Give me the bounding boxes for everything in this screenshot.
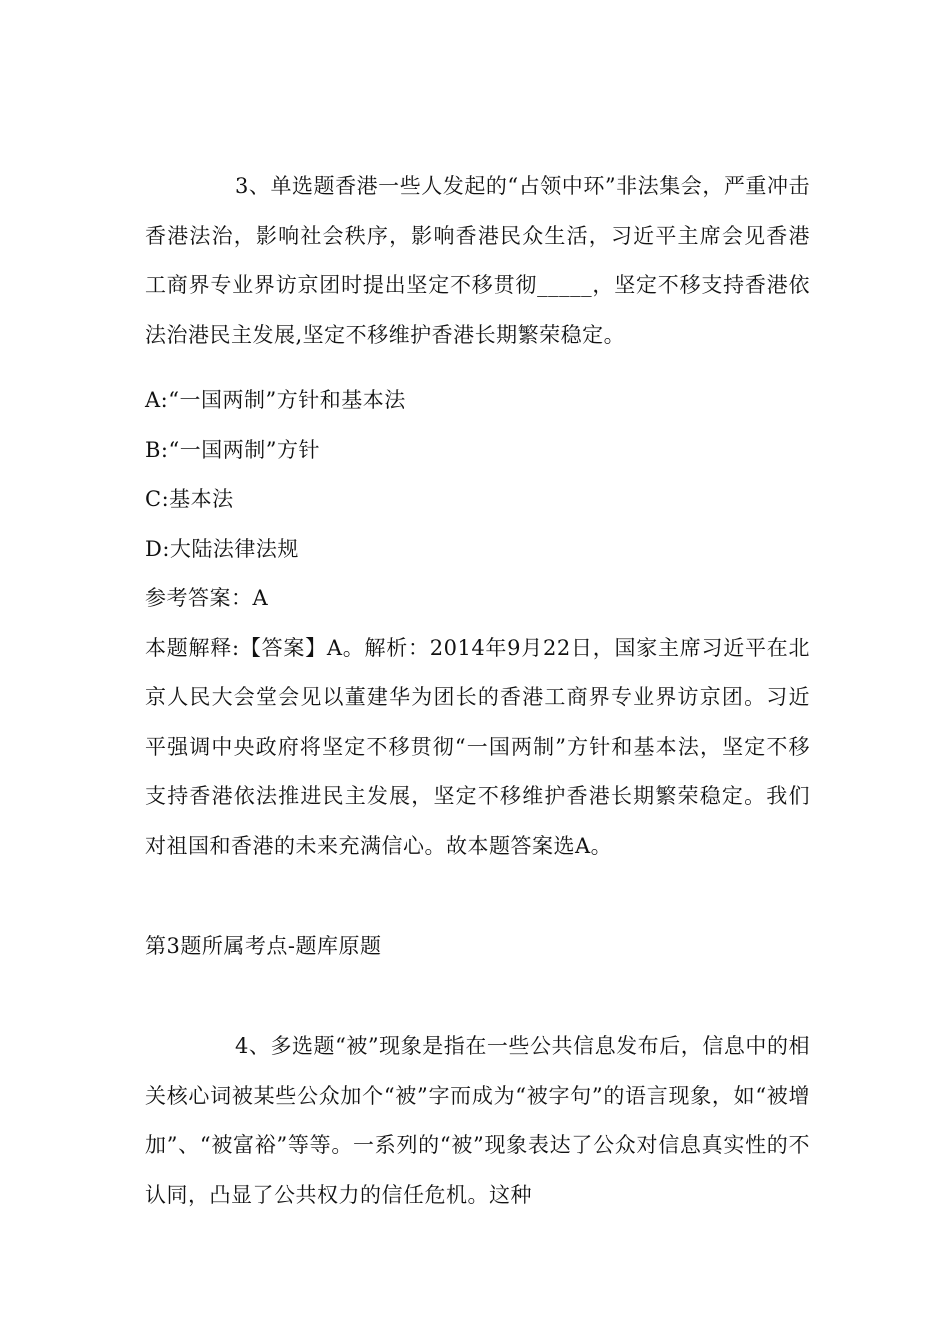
- reference-answer: 参考答案：A: [145, 586, 269, 610]
- question-4-text: 4、多选题“被”现象是指在一些公共信息发布后，信息中的相关核心词被某些公众加个“被”字而成为“被字句”的语言现象，如“被增加”、“被富裕”等等。一系列的“被”现象表达了公众对信息真实性的不认同，凸显了公共权力的信任危机。这种: [145, 1034, 810, 1207]
- option-d: D:大陆法律法规: [145, 536, 299, 561]
- question-3-stem: [145, 162, 810, 360]
- explanation: 本题解释:【答案】A。解析：2014年9月22日，国家主席习近平在北京人民大会堂会见以董建华为团长的香港工商界专业界访京团。习近平强调中央政府将坚定不移贯彻“一国两制”方针和基本法，坚定不移支持香港依法推进民主发展，坚定不移维护香港长期繁荣稳定。我们对祖国和香港的未来充满信心。故本题答案选A。: [145, 635, 810, 858]
- question-3-options: [145, 376, 810, 871]
- option-a: A:“一国两制”方针和基本法: [145, 388, 406, 412]
- option-c: C:基本法: [145, 487, 234, 511]
- question-4-stem: [145, 1022, 810, 1220]
- option-b: B:“一国两制”方针: [145, 437, 320, 462]
- question-3-category: [145, 922, 810, 972]
- question-3-text: 3、单选题香港一些人发起的“占领中环”非法集会，严重冲击香港法治，影响社会秩序，影响香港民众生活，习近平主席会见香港工商界专业界访京团时提出坚定不移贯彻_____，坚定不移支持香港依法治港民主发展,坚定不移维护香港长期繁荣稳定。: [145, 174, 810, 347]
- category-label: 第3题所属考点-题库原题: [145, 934, 382, 958]
